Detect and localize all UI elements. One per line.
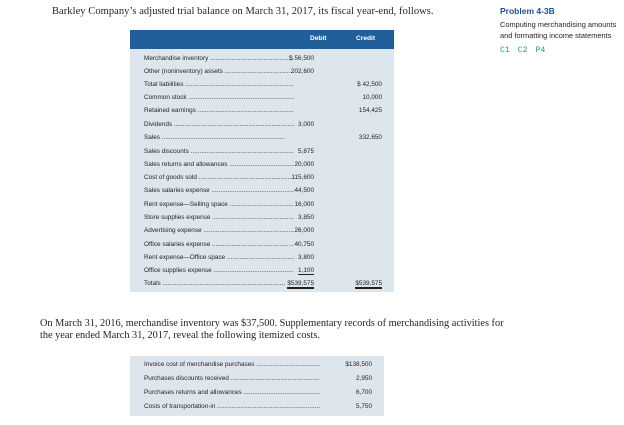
debit-value: 3,000 [298,121,314,128]
list-item [130,386,384,398]
credit-total: $539,575 [355,280,382,287]
account-label: Advertising expense ..... [144,227,294,234]
purchase-costs-table [130,356,384,416]
problem-description: Computing merchandising amounts and formatting income statements [500,20,617,40]
debit-header: Debit [310,35,327,42]
debit-value: 202,600 [290,68,314,75]
account-label: Cost of goods sold ..... [144,174,294,181]
cost-label: Costs of transportation-in ..... [144,403,320,410]
table-row [130,106,394,118]
learning-objectives: C1 C2 P4 [500,45,546,55]
debit-total: $539,575 [287,280,314,287]
credit-header: Credit [356,35,376,42]
table-row [130,160,394,172]
account-label: Office supplies expense ..... [144,267,294,274]
account-label: Total liabilities ..... [144,81,294,88]
table-row [130,120,394,132]
debit-value: 115,600 [291,174,314,181]
account-label: Sales ..... [144,134,294,141]
list-item [130,372,384,384]
intro-text: Barkley Company’s adjusted trial balance on March 31, 2017, its fiscal year-end, follows. [52,6,434,17]
table-row [130,213,394,225]
problem-title: Problem 4-3B [500,6,555,16]
table-row [130,200,394,212]
table-row [130,133,394,145]
table-row [130,80,394,92]
supplementary-paragraph: On March 31, 2016, merchandise inventory was $37,500. Supplementary records of merchandising activities for the year ended March 31, 2017, reveal the following itemized costs. [40,318,504,341]
account-label: Rent expense—Selling space ..... [144,201,294,208]
debit-value: 26,000 [294,227,314,234]
table-row [130,173,394,185]
problem-sidebar [500,6,618,55]
cost-amount: 6,700 [356,389,372,396]
debit-value: 40,750 [294,241,314,248]
credit-value: 332,650 [358,134,382,141]
debit-value: 3,850 [298,214,314,221]
debit-value: 1,100 [298,267,314,274]
account-label: Office salaries expense ..... [144,241,294,248]
cost-amount: 5,750 [356,403,372,410]
account-label: Sales returns and allowances ..... [144,161,294,168]
cost-label: Purchases returns and allowances ..... [144,389,320,396]
account-label: Sales salaries expense ..... [144,187,294,194]
account-label: Sales discounts ..... [144,148,294,155]
credit-value: 10,000 [362,94,382,101]
account-label: Other (noninventory) assets ..... [144,68,294,75]
table-row [130,54,394,66]
table-row [130,240,394,252]
account-label: Dividends ..... [144,121,294,128]
table-row [130,253,394,265]
account-label: Retained earnings ..... [144,107,294,114]
debit-value: 20,000 [294,161,314,168]
table-row [130,147,394,159]
table-row [130,266,394,278]
cost-amount: 2,950 [356,375,372,382]
table-header [130,30,394,49]
cost-label: Purchases discounts received ..... [144,375,320,382]
account-label: Merchandise inventory ..... [144,55,294,62]
table-row [130,67,394,79]
table-row [130,186,394,198]
debit-value: 16,000 [294,201,314,208]
cost-amount: $138,500 [345,361,372,368]
debit-value: $ 56,500 [289,55,314,62]
list-item [130,400,384,412]
credit-value: $ 42,500 [357,81,382,88]
cost-label: Invoice cost of merchandise purchases ..... [144,361,320,368]
debit-value: 3,800 [298,254,314,261]
credit-value: 154,425 [358,107,382,114]
account-label: Totals ..... [144,280,294,287]
debit-value: 44,500 [294,187,314,194]
account-label: Store supplies expense ..... [144,214,294,221]
account-label: Common stock ..... [144,94,294,101]
table-row [130,93,394,105]
totals-row [130,279,394,291]
table-row [130,226,394,238]
account-label: Rent expense—Office space ..... [144,254,294,261]
list-item [130,358,384,370]
trial-balance-table [130,30,394,292]
debit-value: 5,875 [298,148,314,155]
